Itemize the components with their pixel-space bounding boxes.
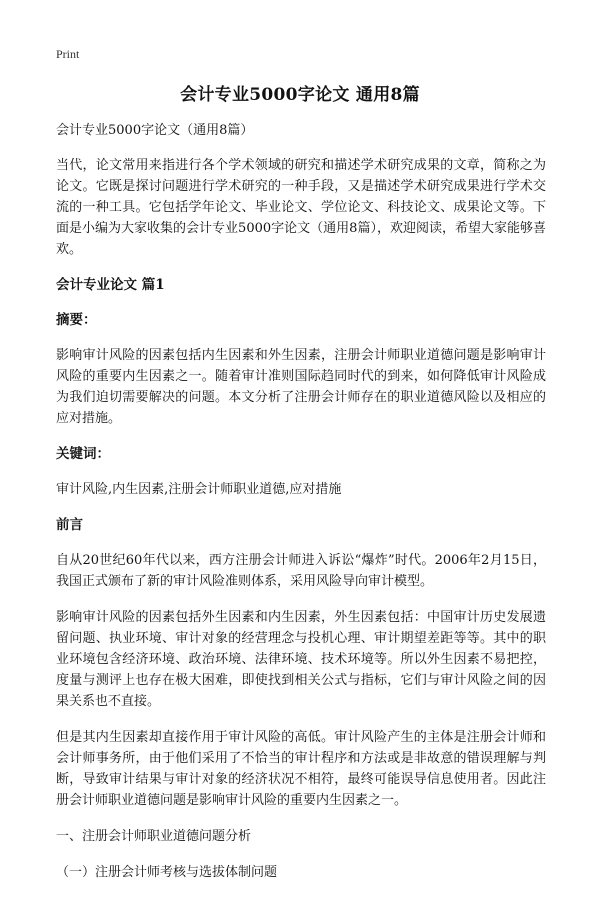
document-title: 会计专业5000字论文 通用8篇 bbox=[180, 85, 420, 105]
keywords-paragraph: 审计风险,内生因素,注册会计师职业道德,应对措施 bbox=[56, 482, 342, 497]
keywords-heading: 关键词： bbox=[56, 446, 110, 462]
preface-paragraph-2: 影响审计风险的因素包括外生因素和内生因素，外生因素包括：中国审计历史发展遗留问题、执业环境、审计对象的经营理念与投机心理、审计期望差距等等。其中的职业环境包含经济环境、政治环境、法律环境、技术环境等。所以外生因素不易把控，度量与测评上也存在极大困难，即使找到相关公式与指标，它们与审计风险之间的因果关系也不直接。 bbox=[56, 610, 546, 709]
preface-paragraph-3: 但是其内生因素却直接作用于审计风险的高低。审计风险产生的主体是注册会计师和会计师事务所，由于他们采用了不恰当的审计程序和方法或是非故意的错误理解与判断，导致审计结果与审计对象的经济状况不相符，最终可能误导信息使用者。因此注册会计师职业道德问题是影响审计风险的重要内生因素之一。 bbox=[56, 730, 546, 808]
print-label[interactable]: Print bbox=[56, 47, 80, 61]
section-heading: 会计专业论文 篇1 bbox=[56, 277, 165, 293]
intro-paragraph: 当代，论文常用来指进行各个学术领域的研究和描述学术研究成果的文章，简称之为论文。它既是探讨问题进行学术研究的一种手段，又是描述学术研究成果进行学术交流的一种工具。它包括学年论文、毕业论文、学位论文、科技论文、成果论文等。下面是小编为大家收集的会计专业5000字论文（通用8篇），欢迎阅读，希望大家能够喜欢。 bbox=[56, 158, 546, 257]
preface-heading: 前言 bbox=[56, 517, 83, 533]
subsection-heading: （一）注册会计师考核与选拔体制问题 bbox=[56, 865, 278, 880]
abstract-paragraph: 影响审计风险的因素包括内生因素和外生因素，注册会计师职业道德问题是影响审计风险的重要内生因素之一。随着审计准则国际趋同时代的到来，如何降低审计风险成为我们迫切需要解决的问题。本文分析了注册会计师存在的职业道德风险以及相应的应对措施。 bbox=[56, 348, 546, 426]
document-subtitle: 会计专业5000字论文（通用8篇） bbox=[56, 123, 254, 138]
document-body bbox=[56, 120, 546, 898]
abstract-heading: 摘要： bbox=[56, 312, 97, 328]
part-heading: 一、注册会计师职业道德问题分析 bbox=[56, 829, 252, 844]
preface-paragraph-1: 自从20世纪60年代以来，西方注册会计师进入诉讼“爆炸”时代。2006年2月15日，我国正式颁布了新的审计风险准则体系，采用风险导向审计模型。 bbox=[56, 553, 546, 589]
